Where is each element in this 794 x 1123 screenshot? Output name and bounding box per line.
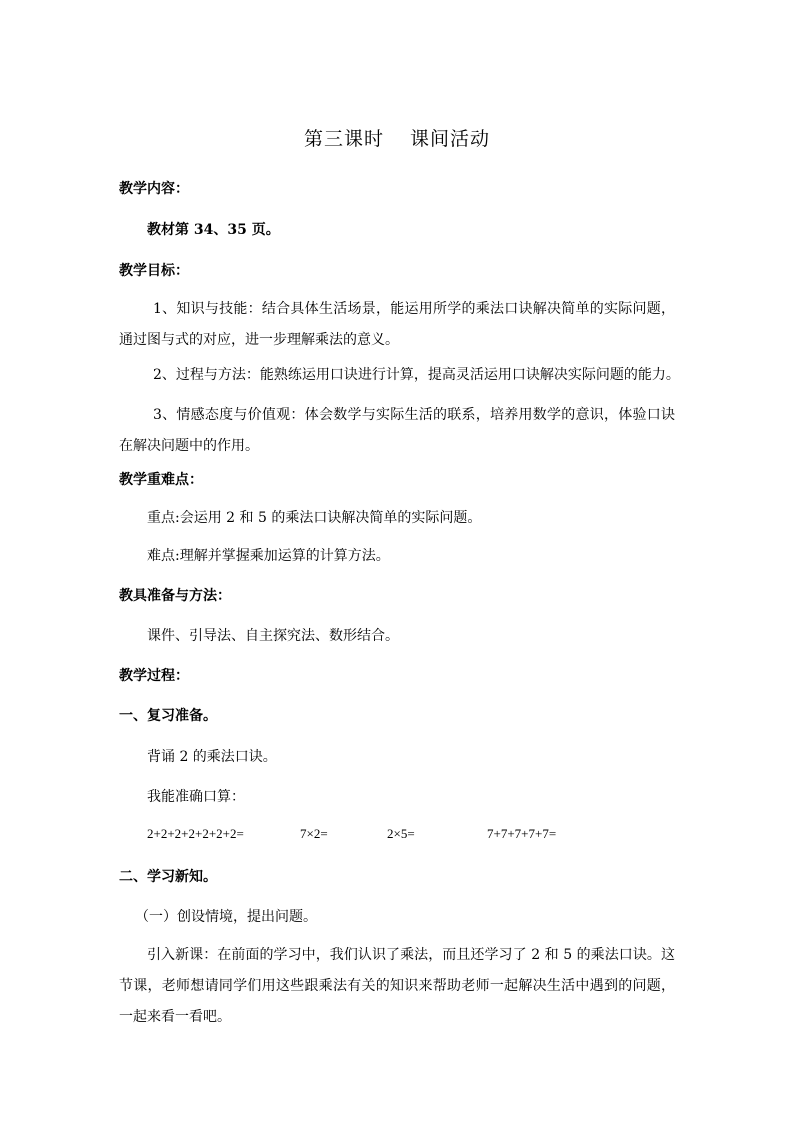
subsection-scenario: （一）创设情境，提出问题。: [135, 909, 317, 925]
calc-item-4: 7+7+7+7+7=: [487, 826, 557, 841]
content-heading: 教学内容：: [119, 181, 189, 197]
intro-text: 引入新课：在前面的学习中，我们认识了乘法，而且还学习了 2 和 5 的乘法口诀。这节课，老师想请同学们用这些跟乘法有关的知识来帮助老师一起解决生活中遇到的问题，一起来看一看吧。: [119, 947, 675, 1025]
key-point: 重点:会运用 2 和 5 的乘法口诀解决简单的实际问题。: [147, 510, 482, 526]
keypoints-heading: 教学重难点：: [119, 472, 203, 488]
tools-text: 课件、引导法、自主探究法、数形结合。: [147, 628, 399, 644]
recite-text: 背诵 2 的乘法口诀。: [147, 749, 277, 765]
goal-attitude: 3、情感态度与价值观：体会数学与实际生活的联系，培养用数学的意识，体验口诀在解决问题中的作用。: [119, 407, 675, 454]
calc-item-1: 2+2+2+2+2+2+2=: [147, 826, 244, 841]
calc-item-2: 7×2=: [300, 826, 328, 841]
goal-process: 2、过程与方法：能熟练运用口诀进行计算，提高灵活运用口诀解决实际问题的能力。: [153, 367, 680, 383]
lesson-title: [0, 124, 794, 151]
goals-heading: 教学目标：: [119, 263, 189, 279]
calc-item-3: 2×5=: [387, 826, 415, 841]
lesson-number: 第三课时: [303, 128, 384, 150]
section-new-heading: 二、学习新知。: [119, 869, 217, 885]
oral-calc-text: 我能准确口算：: [147, 789, 245, 805]
goal-knowledge: 1、知识与技能：结合具体生活场景，能运用所学的乘法口诀解决简单的实际问题，通过图与式的对应，进一步理解乘法的意义。: [119, 301, 675, 348]
content-text: 教材第 34、35 页。: [147, 222, 280, 238]
lesson-name: 课间活动: [410, 128, 491, 150]
process-heading: 教学过程：: [119, 668, 189, 684]
section-review-heading: 一、复习准备。: [119, 708, 217, 724]
difficult-point: 难点:理解并掌握乘加运算的计算方法。: [147, 548, 390, 564]
tools-heading: 教具准备与方法：: [119, 588, 231, 604]
